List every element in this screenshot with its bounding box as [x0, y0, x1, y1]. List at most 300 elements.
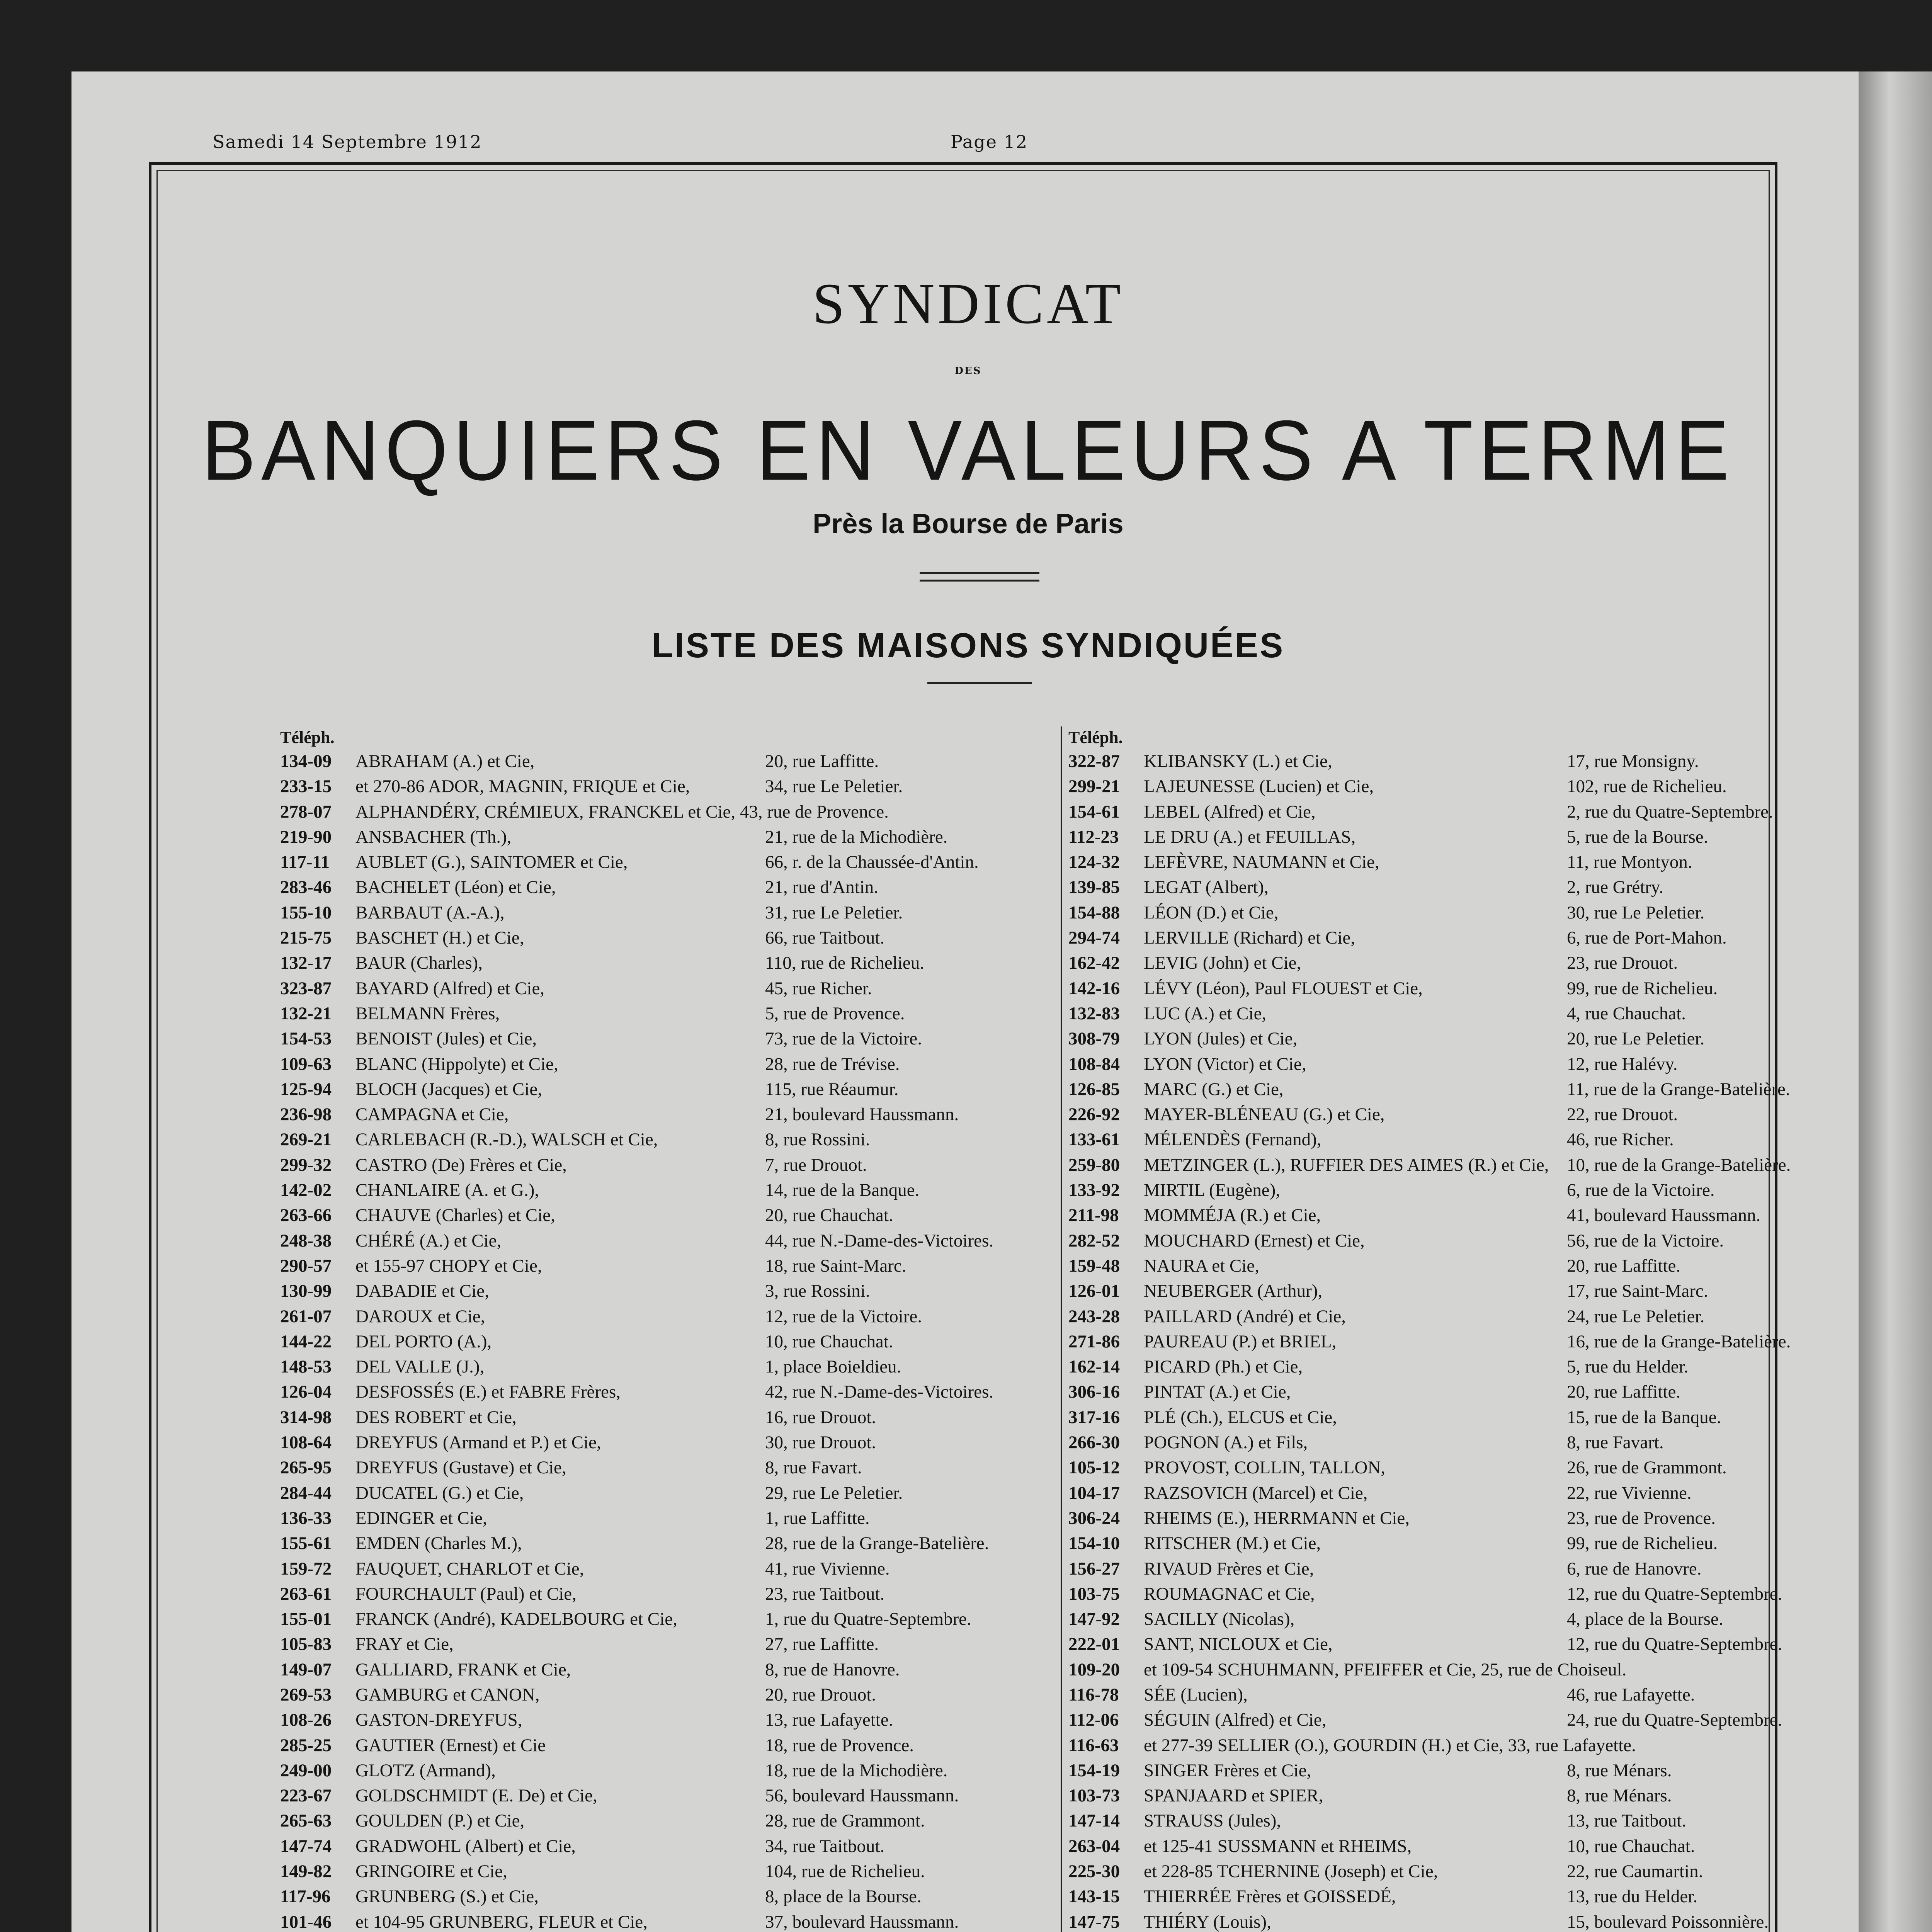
telephone-number: 323-87	[280, 978, 332, 998]
list-row	[280, 1178, 920, 1203]
telephone-number: 109-63	[280, 1054, 332, 1074]
telephone-number: 284-44	[280, 1483, 332, 1503]
list-row	[1068, 1910, 1769, 1932]
firm-address: 22, rue Caumartin.	[1567, 1861, 1703, 1882]
telephone-number: 136-33	[280, 1508, 332, 1528]
firm-name: BAYARD (Alfred) et Cie,	[355, 978, 545, 998]
firm-name: et 104-95 GRUNBERG, FLEUR et Cie,	[355, 1912, 648, 1932]
firm-name: MOMMÉJA (R.) et Cie,	[1144, 1205, 1321, 1226]
telephone-number: 299-21	[1068, 776, 1120, 797]
list-row	[280, 1329, 893, 1354]
telephone-number: 117-96	[280, 1886, 331, 1907]
firm-name: GRUNBERG (S.) et Cie,	[355, 1886, 539, 1907]
telephone-number: 155-61	[280, 1533, 332, 1554]
list-row	[280, 1026, 922, 1051]
telephone-number: 223-67	[280, 1786, 332, 1806]
firm-address: 23, rue de Provence.	[1567, 1508, 1716, 1528]
firm-address: 10, rue Chauchat.	[1567, 1836, 1695, 1856]
telephone-number: 117-11	[280, 852, 330, 872]
telephone-number: 132-83	[1068, 1003, 1120, 1024]
list-row	[280, 1253, 906, 1279]
list-row	[280, 1102, 959, 1127]
telephone-number: 266-30	[1068, 1432, 1120, 1453]
list-row	[280, 1127, 870, 1152]
firm-name: ANSBACHER (Th.),	[355, 827, 512, 847]
list-row	[1068, 1077, 1790, 1102]
telephone-number: 105-12	[1068, 1458, 1120, 1478]
telephone-number: 159-48	[1068, 1255, 1120, 1276]
firm-name: LERVILLE (Richard) et Cie,	[1144, 928, 1355, 948]
firm-name: LEGAT (Albert),	[1144, 877, 1269, 898]
teleph-label: Téléph.	[1068, 728, 1123, 747]
firm-address: 30, rue Le Peletier.	[1567, 902, 1705, 923]
telephone-number: 126-01	[1068, 1281, 1120, 1301]
firm-address: 4, rue Chauchat.	[1567, 1003, 1686, 1024]
firm-name: CHÉRÉ (A.) et Cie,	[355, 1230, 502, 1251]
telephone-number: 147-75	[1068, 1912, 1120, 1932]
list-row	[280, 1783, 959, 1808]
telephone-number: 142-02	[280, 1180, 332, 1201]
telephone-number: 317-16	[1068, 1407, 1120, 1427]
list-row	[1068, 1127, 1674, 1152]
firm-address: 46, rue Lafayette.	[1567, 1684, 1695, 1705]
telephone-number: 144-22	[280, 1331, 332, 1352]
list-row	[280, 1632, 879, 1657]
firm-name: et 270-86 ADOR, MAGNIN, FRIQUE et Cie,	[355, 776, 690, 797]
list-row	[1068, 976, 1718, 1001]
list-row	[1068, 1531, 1718, 1556]
firm-name: RITSCHER (M.) et Cie,	[1144, 1533, 1321, 1554]
list-row	[1068, 1379, 1681, 1405]
list-row	[1068, 1758, 1672, 1783]
list-row	[280, 1859, 925, 1884]
telephone-number: 105-83	[280, 1634, 332, 1655]
list-row	[1068, 1481, 1692, 1506]
firm-name: et 125-41 SUSSMANN et RHEIMS,	[1144, 1836, 1412, 1856]
firm-address: 2, rue Grétry.	[1567, 877, 1664, 898]
list-row	[1068, 1153, 1791, 1178]
firm-name: GALLIARD, FRANK et Cie,	[355, 1659, 571, 1680]
firm-address: 104, rue de Richelieu.	[765, 1861, 925, 1882]
telephone-number: 156-27	[1068, 1558, 1120, 1579]
firm-address: 34, rue Taitbout.	[765, 1836, 885, 1856]
firm-name: LEVIG (John) et Cie,	[1144, 953, 1301, 973]
firm-name: MAYER-BLÉNEAU (G.) et Cie,	[1144, 1104, 1385, 1125]
firm-name: LEFÈVRE, NAUMANN et Cie,	[1144, 852, 1379, 872]
telephone-number: 278-07	[280, 801, 332, 822]
telephone-number: 155-01	[280, 1609, 332, 1629]
teleph-label: Téléph.	[280, 728, 335, 747]
firm-address: 102, rue de Richelieu.	[1567, 776, 1727, 797]
list-row	[280, 925, 885, 951]
telephone-number: 133-61	[1068, 1129, 1120, 1150]
syndicat-heading: SYNDICAT	[812, 272, 1124, 336]
firm-name: RAZSOVICH (Marcel) et Cie,	[1144, 1483, 1368, 1503]
firm-address: 66, r. de la Chaussée-d'Antin.	[765, 852, 979, 872]
firm-address: 16, rue de la Grange-Batelière.	[1567, 1331, 1791, 1352]
list-rule	[927, 682, 1032, 684]
telephone-number: 261-07	[280, 1306, 332, 1327]
list-row	[1068, 1052, 1678, 1077]
firm-name: LÉON (D.) et Cie,	[1144, 902, 1279, 923]
list-row	[280, 1582, 885, 1607]
list-row	[280, 1228, 993, 1253]
firm-address: 5, rue de la Bourse.	[1567, 827, 1708, 847]
telephone-number: 285-25	[280, 1735, 332, 1755]
firm-name: EDINGER et Cie,	[355, 1508, 487, 1528]
firm-name: GRINGOIRE et Cie,	[355, 1861, 507, 1882]
list-row	[1068, 1582, 1782, 1607]
firm-name: DEL PORTO (A.),	[355, 1331, 492, 1352]
firm-name: KLIBANSKY (L.) et Cie,	[1144, 751, 1332, 771]
firm-address: 41, boulevard Haussmann.	[1567, 1205, 1761, 1226]
telephone-number: 101-46	[280, 1912, 332, 1932]
telephone-number: 132-17	[280, 953, 332, 973]
telephone-number: 116-63	[1068, 1735, 1119, 1755]
list-row	[1068, 799, 1773, 825]
firm-name: ABRAHAM (A.) et Cie,	[355, 751, 535, 771]
telephone-number: 125-94	[280, 1079, 332, 1099]
firm-address: 21, rue d'Antin.	[765, 877, 879, 898]
telephone-number: 148-53	[280, 1357, 332, 1377]
firm-address: 24, rue du Quatre-Septembre.	[1567, 1710, 1782, 1730]
list-row	[280, 1531, 989, 1556]
list-row	[1068, 1405, 1721, 1430]
firm-address: 8, rue Favart.	[765, 1458, 862, 1478]
firm-address: 2, rue du Quatre-Septembre.	[1567, 801, 1773, 822]
telephone-number: 154-53	[280, 1029, 332, 1049]
firm-address: 16, rue Drouot.	[765, 1407, 876, 1427]
list-row	[280, 799, 889, 825]
list-row	[1068, 1607, 1723, 1632]
firm-name: PLÉ (Ch.), ELCUS et Cie,	[1144, 1407, 1337, 1427]
telephone-number: 236-98	[280, 1104, 332, 1125]
telephone-number: 226-92	[1068, 1104, 1120, 1125]
list-row	[280, 1733, 914, 1758]
list-row	[1068, 1657, 1627, 1682]
firm-address: 8, rue Ménars.	[1567, 1760, 1672, 1781]
firm-address: 37, boulevard Haussmann.	[765, 1912, 959, 1932]
page-header	[0, 131, 1932, 158]
firm-name: GRADWOHL (Albert) et Cie,	[355, 1836, 576, 1856]
firm-address: 12, rue du Quatre-Septembre.	[1567, 1583, 1782, 1604]
firm-address: 8, rue de Hanovre.	[765, 1659, 900, 1680]
telephone-number: 271-86	[1068, 1331, 1120, 1352]
telephone-number: 103-75	[1068, 1583, 1120, 1604]
firm-address: 8, rue Rossini.	[765, 1129, 870, 1150]
list-row	[280, 1607, 971, 1632]
right-column	[1068, 726, 1791, 1932]
firm-name: DUCATEL (G.) et Cie,	[355, 1483, 524, 1503]
telephone-number: 263-61	[280, 1583, 332, 1604]
firm-name: LYON (Jules) et Cie,	[1144, 1029, 1298, 1049]
binding-spine	[1859, 71, 1932, 1932]
column-divider	[1061, 726, 1062, 1932]
telephone-number: 147-74	[280, 1836, 332, 1856]
telephone-number: 139-85	[1068, 877, 1120, 898]
list-row	[1068, 1203, 1761, 1228]
telephone-number: 265-63	[280, 1811, 332, 1831]
list-row	[280, 1455, 862, 1480]
firm-address: 13, rue Lafayette.	[765, 1710, 893, 1730]
telephone-number: 132-21	[280, 1003, 332, 1024]
firm-address: 13, rue du Helder.	[1567, 1886, 1698, 1907]
firm-name: MIRTIL (Eugène),	[1144, 1180, 1281, 1201]
telephone-number: 149-82	[280, 1861, 332, 1882]
telephone-number: 269-53	[280, 1684, 332, 1705]
telephone-number: 282-52	[1068, 1230, 1120, 1251]
telephone-number: 314-98	[280, 1407, 332, 1427]
page-number: Page 12	[951, 131, 1028, 152]
firm-address: 18, rue Saint-Marc.	[765, 1255, 906, 1276]
firm-address: 28, rue de Grammont.	[765, 1811, 925, 1831]
firm-name: SINGER Frères et Cie,	[1144, 1760, 1311, 1781]
telephone-number: 211-98	[1068, 1205, 1119, 1226]
firm-name: BLOCH (Jacques) et Cie,	[355, 1079, 542, 1099]
firm-name: DEL VALLE (J.),	[355, 1357, 485, 1377]
telephone-number: 263-04	[1068, 1836, 1120, 1856]
firm-name: et 277-39 SELLIER (O.), GOURDIN (H.) et Cie, 33, rue Lafayette.	[1144, 1735, 1636, 1755]
list-row	[1068, 1430, 1664, 1455]
firm-name: LAJEUNESSE (Lucien) et Cie,	[1144, 776, 1374, 797]
firm-name: et 155-97 CHOPY et Cie,	[355, 1255, 542, 1276]
firm-address: 30, rue Drouot.	[765, 1432, 876, 1453]
firm-address: 18, rue de la Michodière.	[765, 1760, 948, 1781]
firm-address: 5, rue de Provence.	[765, 1003, 905, 1024]
firm-address: 1, place Boieldieu.	[765, 1357, 901, 1377]
firm-address: 12, rue Halévy.	[1567, 1054, 1678, 1074]
firm-address: 18, rue de Provence.	[765, 1735, 914, 1755]
telephone-number: 162-42	[1068, 953, 1120, 973]
telephone-number: 162-14	[1068, 1357, 1120, 1377]
firm-name: FRANCK (André), KADELBOURG et Cie,	[355, 1609, 677, 1629]
list-row	[280, 749, 879, 774]
list-row	[1068, 825, 1708, 850]
firm-name: DABADIE et Cie,	[355, 1281, 489, 1301]
telephone-number: 154-19	[1068, 1760, 1120, 1781]
firm-name: SPANJAARD et SPIER,	[1144, 1786, 1323, 1806]
firm-name: GASTON-DREYFUS,	[355, 1710, 522, 1730]
firm-address: 56, rue de la Victoire.	[1567, 1230, 1724, 1251]
firm-address: 110, rue de Richelieu.	[765, 953, 924, 973]
firm-address: 15, boulevard Poissonnière.	[1567, 1912, 1769, 1932]
firm-address: 17, rue Saint-Marc.	[1567, 1281, 1708, 1301]
firm-address: 115, rue Réaumur.	[765, 1079, 899, 1099]
firm-name: ALPHANDÉRY, CRÉMIEUX, FRANCKEL et Cie, 43, rue de Provence.	[355, 801, 889, 822]
list-row	[1068, 1279, 1708, 1304]
firm-name: PICARD (Ph.) et Cie,	[1144, 1357, 1303, 1377]
firm-address: 21, rue de la Michodière.	[765, 827, 948, 847]
firm-name: LÉVY (Léon), Paul FLOUEST et Cie,	[1144, 978, 1423, 998]
list-row	[1068, 1354, 1689, 1379]
list-row	[1068, 1834, 1695, 1859]
firm-address: 20, rue Le Peletier.	[1567, 1029, 1705, 1049]
list-row	[280, 1758, 948, 1783]
firm-address: 24, rue Le Peletier.	[1567, 1306, 1705, 1327]
list-row	[1068, 749, 1699, 774]
firm-name: GOLDSCHMIDT (E. De) et Cie,	[355, 1786, 597, 1806]
firm-name: SÉGUIN (Alfred) et Cie,	[1144, 1710, 1327, 1730]
firm-name: FRAY et Cie,	[355, 1634, 454, 1655]
firm-name: ROUMAGNAC et Cie,	[1144, 1583, 1315, 1604]
list-row	[1068, 850, 1692, 875]
firm-name: BASCHET (H.) et Cie,	[355, 928, 524, 948]
firm-name: GAMBURG et CANON,	[355, 1684, 540, 1705]
firm-address: 41, rue Vivienne.	[765, 1558, 890, 1579]
list-row	[280, 1506, 870, 1531]
firm-name: MARC (G.) et Cie,	[1144, 1079, 1284, 1099]
telephone-number: 126-04	[280, 1382, 332, 1402]
title-rule-1	[920, 572, 1039, 574]
telephone-number: 108-84	[1068, 1054, 1120, 1074]
firm-name: BELMANN Frères,	[355, 1003, 500, 1024]
firm-name: LE DRU (A.) et FEUILLAS,	[1144, 827, 1356, 847]
telephone-number: 116-78	[1068, 1684, 1119, 1705]
list-row	[280, 1077, 899, 1102]
firm-name: EMDEN (Charles M.),	[355, 1533, 522, 1554]
firm-address: 5, rue du Helder.	[1567, 1357, 1689, 1377]
list-row	[280, 1834, 885, 1859]
firm-address: 26, rue de Grammont.	[1567, 1458, 1727, 1478]
firm-name: BENOIST (Jules) et Cie,	[355, 1029, 537, 1049]
firm-name: PINTAT (A.) et Cie,	[1144, 1382, 1291, 1402]
left-column	[280, 726, 993, 1932]
list-row	[1068, 1102, 1678, 1127]
telephone-number: 249-00	[280, 1760, 332, 1781]
firm-name: DESFOSSÉS (E.) et FABRE Frères,	[355, 1382, 621, 1402]
firm-name: SANT, NICLOUX et Cie,	[1144, 1634, 1333, 1655]
firm-address: 14, rue de la Banque.	[765, 1180, 920, 1201]
firm-name: METZINGER (L.), RUFFIER DES AIMES (R.) et Cie,	[1144, 1155, 1549, 1175]
firm-name: CARLEBACH (R.-D.), WALSCH et Cie,	[355, 1129, 658, 1150]
firm-name: et 109-54 SCHUHMANN, PFEIFFER et Cie, 25, rue de Choiseul.	[1144, 1659, 1627, 1680]
list-row	[1068, 1001, 1686, 1026]
firm-name: SACILLY (Nicolas),	[1144, 1609, 1295, 1629]
firm-name: FAUQUET, CHARLOT et Cie,	[355, 1558, 584, 1579]
telephone-number: 154-88	[1068, 902, 1120, 923]
list-row	[1068, 1026, 1705, 1051]
firm-name: PAILLARD (André) et Cie,	[1144, 1306, 1346, 1327]
firm-name: et 228-85 TCHERNINE (Joseph) et Cie,	[1144, 1861, 1438, 1882]
telephone-number: 130-99	[280, 1281, 332, 1301]
list-row	[1068, 1708, 1782, 1733]
list-row	[280, 1682, 876, 1708]
list-row	[1068, 1884, 1698, 1909]
firm-address: 28, rue de la Grange-Batelière.	[765, 1533, 989, 1554]
firm-name: LYON (Victor) et Cie,	[1144, 1054, 1306, 1074]
firm-name: DREYFUS (Gustave) et Cie,	[355, 1458, 566, 1478]
firm-address: 99, rue de Richelieu.	[1567, 1533, 1718, 1554]
list-row	[280, 875, 879, 900]
telephone-number: 154-10	[1068, 1533, 1120, 1554]
subtitle: Près la Bourse de Paris	[813, 509, 1124, 539]
firm-name: NAURA et Cie,	[1144, 1255, 1259, 1276]
telephone-number: 248-38	[280, 1230, 332, 1251]
telephone-number: 265-95	[280, 1458, 332, 1478]
list-row	[280, 1884, 922, 1909]
firm-address: 11, rue de la Grange-Batelière.	[1567, 1079, 1790, 1099]
list-row	[280, 951, 924, 976]
firm-name: LUC (A.) et Cie,	[1144, 1003, 1267, 1024]
telephone-number: 269-21	[280, 1129, 332, 1150]
firm-address: 28, rue de Trévise.	[765, 1054, 900, 1074]
telephone-number: 104-17	[1068, 1483, 1120, 1503]
list-row	[1068, 925, 1727, 951]
firm-address: 34, rue Le Peletier.	[765, 776, 903, 797]
main-title: BANQUIERS EN VALEURS A TERME	[202, 403, 1735, 498]
firm-address: 3, rue Rossini.	[765, 1281, 870, 1301]
firm-address: 29, rue Le Peletier.	[765, 1483, 903, 1503]
telephone-number: 215-75	[280, 928, 332, 948]
list-row	[1068, 1733, 1636, 1758]
telephone-number: 322-87	[1068, 751, 1120, 771]
firm-address: 45, rue Richer.	[765, 978, 872, 998]
list-row	[1068, 1556, 1702, 1582]
list-row	[1068, 1506, 1716, 1531]
page-date: Samedi 14 Septembre 1912	[213, 131, 482, 152]
telephone-number: 142-16	[1068, 978, 1120, 998]
firm-address: 8, place de la Bourse.	[765, 1886, 922, 1907]
list-row	[280, 1708, 893, 1733]
list-row	[280, 850, 979, 875]
list-row	[1068, 951, 1678, 976]
firm-address: 56, boulevard Haussmann.	[765, 1786, 959, 1806]
firm-name: RIVAUD Frères et Cie,	[1144, 1558, 1314, 1579]
firm-address: 23, rue Taitbout.	[765, 1583, 885, 1604]
list-row	[280, 1556, 890, 1582]
list-row	[280, 774, 903, 799]
firm-address: 20, rue Laffitte.	[1567, 1382, 1681, 1402]
telephone-number: 306-16	[1068, 1382, 1120, 1402]
firm-address: 44, rue N.-Dame-des-Victoires.	[765, 1230, 993, 1251]
list-row	[280, 1808, 925, 1833]
list-row	[1068, 900, 1705, 925]
list-row	[280, 1304, 922, 1329]
firm-address: 1, rue Laffitte.	[765, 1508, 870, 1528]
list-row	[280, 1279, 870, 1304]
firm-name: BLANC (Hippolyte) et Cie,	[355, 1054, 558, 1074]
firm-address: 17, rue Monsigny.	[1567, 751, 1699, 771]
firm-address: 6, rue de Hanovre.	[1567, 1558, 1702, 1579]
firm-address: 20, rue Chauchat.	[765, 1205, 893, 1226]
list-row	[1068, 1682, 1695, 1708]
firm-name: SÉE (Lucien),	[1144, 1684, 1248, 1705]
list-row	[1068, 875, 1664, 900]
list-row	[1068, 1178, 1715, 1203]
firm-name: CHAUVE (Charles) et Cie,	[355, 1205, 555, 1226]
telephone-number: 126-85	[1068, 1079, 1120, 1099]
firm-name: GLOTZ (Armand),	[355, 1760, 496, 1781]
firm-name: PROVOST, COLLIN, TALLON,	[1144, 1458, 1386, 1478]
list-row	[280, 1430, 876, 1455]
list-row	[1068, 1253, 1681, 1279]
firm-address: 46, rue Richer.	[1567, 1129, 1674, 1150]
firm-name: STRAUSS (Jules),	[1144, 1811, 1281, 1831]
firm-name: MÉLENDÈS (Fernand),	[1144, 1129, 1321, 1150]
firm-address: 22, rue Vivienne.	[1567, 1483, 1692, 1503]
telephone-number: 299-32	[280, 1155, 332, 1175]
list-row	[1068, 774, 1727, 799]
telephone-number: 108-26	[280, 1710, 332, 1730]
telephone-number: 147-92	[1068, 1609, 1120, 1629]
firm-address: 12, rue du Quatre-Septembre.	[1567, 1634, 1782, 1655]
telephone-number: 134-09	[280, 751, 332, 771]
telephone-number: 108-64	[280, 1432, 332, 1453]
firm-name: BARBAUT (A.-A.),	[355, 902, 505, 923]
list-row	[1068, 1859, 1703, 1884]
des-heading: DES	[954, 365, 982, 377]
firm-name: CHANLAIRE (A. et G.),	[355, 1180, 539, 1201]
